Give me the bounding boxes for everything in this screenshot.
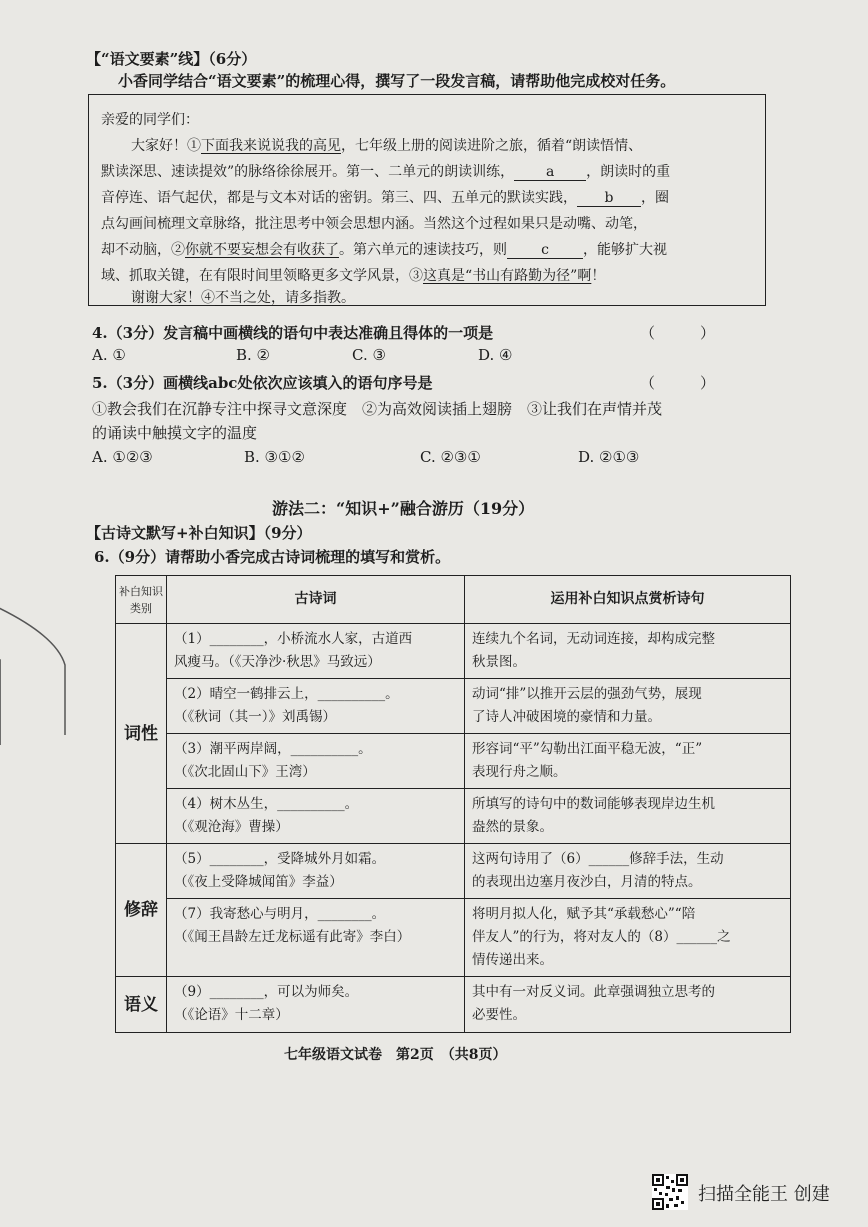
analysis-cell: 所填写的诗句中的数词能够表现岸边生机 盎然的景象。 [465, 789, 791, 844]
qr-code-icon [652, 1174, 688, 1210]
speech-line: 大家好！①下面我来说说我的高见，七年级上册的阅读进阶之旅，循着“朗读悟情、 [131, 138, 643, 154]
poem-cell: （4）树木丛生，__________。 （《观沧海》曹操） [167, 789, 465, 844]
category-cixing: 词性 [116, 624, 167, 844]
q5-option-b: B. ③①② [244, 448, 305, 466]
q5-option-a: A. ①②③ [92, 448, 153, 466]
q6-stem: 6.（9分）请帮助小香完成古诗词梳理的填写和赏析。 [94, 548, 451, 566]
table-header-row [116, 576, 791, 624]
speech-box [88, 94, 766, 306]
underlined-sentence-4: 不当之处，请多指教 [215, 290, 341, 306]
q4-option-d: D. ④ [478, 346, 513, 364]
blank-c: c [507, 242, 583, 259]
poem-cell: （3）潮平两岸阔，__________。 （《次北固山下》王湾） [167, 734, 465, 789]
poem-cell: （9）________，可以为师矣。 （《论语》十二章） [167, 977, 465, 1033]
part2-title: 游法二：“知识+”融合游历（19分） [272, 499, 535, 518]
table-row [116, 844, 791, 899]
speech-greeting: 亲爱的同学们： [101, 112, 199, 128]
table-row [116, 789, 791, 844]
table-row [116, 899, 791, 977]
poem-cell: （7）我寄愁心与明月，________。 （《闻王昌龄左迁龙标遥有此寄》李白） [167, 899, 465, 977]
speech-line: 却不动脑，②你就不要妄想会有收获了。第六单元的速读技巧，则 c ，能够扩大视 [101, 242, 667, 258]
q4-stem: 4.（3分）发言稿中画横线的语句中表达准确且得体的一项是 [92, 324, 494, 342]
analysis-cell: 其中有一对反义词。此章强调独立思考的 必要性。 [465, 977, 791, 1033]
part2-subtitle: 【古诗文默写+补白知识】（9分） [86, 524, 312, 542]
binding-arc-icon [0, 585, 80, 745]
category-xiuci: 修辞 [116, 844, 167, 977]
poem-cell: （1）________，小桥流水人家，古道西 风瘦马。（《天净沙·秋思》马致远） [167, 624, 465, 679]
table-row [116, 977, 791, 1033]
scanner-watermark-text: 扫描全能王 创建 [698, 1184, 830, 1205]
poetry-table [115, 575, 791, 1033]
q4-option-c: C. ③ [352, 346, 386, 364]
q5-option-c: C. ②③① [420, 448, 481, 466]
category-yuyi: 语义 [116, 977, 167, 1033]
poem-cell: （5）________，受降城外月如霜。 （《夜上受降城闻笛》李益） [167, 844, 465, 899]
section-intro: 小香同学结合“语文要素”的梳理心得，撰写了一段发言稿，请帮助他完成校对任务。 [118, 72, 676, 90]
analysis-cell: 动词“排”以推开云层的强劲气势，展现 了诗人冲破困境的豪情和力量。 [465, 679, 791, 734]
header-poem: 古诗词 [167, 576, 465, 624]
q5-option-d: D. ②①③ [578, 448, 640, 466]
q4-answer-paren: （ ） [640, 324, 716, 342]
poem-cell: （2）晴空一鹤排云上，__________。 （《秋词（其一）》刘禹锡） [167, 679, 465, 734]
underlined-sentence-1: 下面我来说说我的高见 [201, 138, 341, 154]
analysis-cell: 将明月拟人化，赋予其“承载愁心”“陪 伴友人”的行为，将对友人的（8）______之 情传递出来。 [465, 899, 791, 977]
q5-choices-line2: 的诵读中触摸文字的温度 [92, 424, 258, 442]
page-footer: 七年级语文试卷 第2页 （共8页） [284, 1047, 507, 1063]
speech-line: 默读深思、速读提效”的脉络徐徐展开。第一、二单元的朗读训练， a ，朗读时的重 [101, 164, 671, 180]
blank-a: a [514, 164, 586, 181]
speech-line: 点勾画间梳理文章脉络，批注思考中领会思想内涵。当然这个过程如果只是动嘴、动笔， [101, 216, 647, 232]
header-category: 补白知识类别 [116, 576, 167, 624]
underlined-sentence-3: 这真是“书山有路勤为径”啊 [423, 268, 592, 284]
section-title: 【“语文要素”线】（6分） [86, 50, 257, 68]
speech-line: 音停连、语气起伏，都是与文本对话的密钥。第三、四、五单元的默读实践， b ，圈 [101, 190, 669, 206]
table-row [116, 679, 791, 734]
underlined-sentence-2: 你就不要妄想会有收获了 [185, 242, 339, 258]
table-row [116, 734, 791, 789]
speech-line: 谢谢大家！④不当之处，请多指教。 [131, 290, 355, 306]
q5-stem: 5.（3分）画横线abc处依次应该填入的语句序号是 [92, 374, 433, 392]
analysis-cell: 形容词“平”勾勒出江面平稳无波，“正” 表现行舟之顺。 [465, 734, 791, 789]
q4-option-b: B. ② [236, 346, 271, 364]
blank-b: b [577, 190, 641, 207]
speech-line: 域、抓取关键，在有限时间里领略更多文学风景，③这真是“书山有路勤为径”啊！ [101, 268, 606, 284]
q5-answer-paren: （ ） [640, 374, 716, 392]
header-analysis: 运用补白知识点赏析诗句 [465, 576, 791, 624]
table-row [116, 624, 791, 679]
q5-choices-line1: ①教会我们在沉静专注中探寻文意深度 ②为高效阅读插上翅膀 ③让我们在声情并茂 [92, 400, 663, 418]
analysis-cell: 这两句诗用了（6）______修辞手法，生动 的表现出边塞月夜沙白，月清的特点。 [465, 844, 791, 899]
analysis-cell: 连续九个名词，无动词连接，却构成完整 秋景图。 [465, 624, 791, 679]
q4-option-a: A. ① [92, 346, 126, 364]
